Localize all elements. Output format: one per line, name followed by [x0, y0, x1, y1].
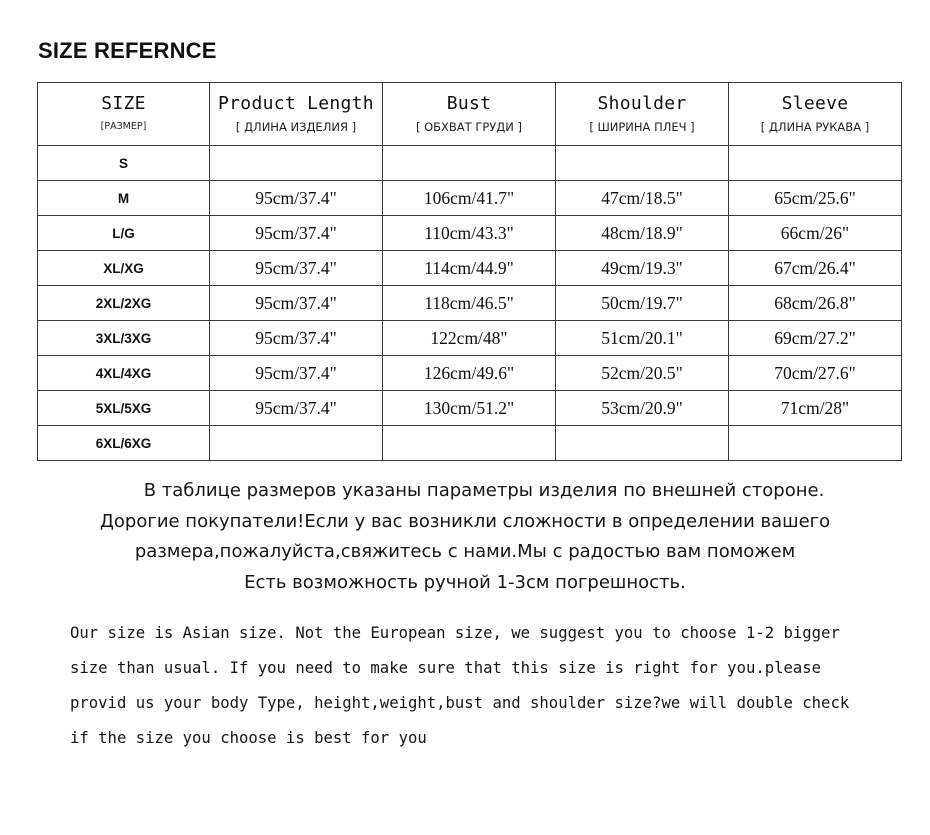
bust-cell	[383, 426, 556, 461]
header-shoulder	[556, 83, 729, 146]
table-row	[38, 426, 902, 461]
header-sleeve-label: Sleeve	[781, 92, 849, 114]
size-cell: S	[38, 146, 210, 181]
sleeve-cell	[729, 146, 902, 181]
shoulder-cell	[556, 146, 729, 181]
russian-note-line: размера,пожалуйста,свяжитесь с нами.Мы с радостью вам поможем	[134, 541, 796, 562]
russian-note-line: В таблице размеров указаны параметры изделия по внешней стороне.	[143, 480, 825, 501]
sleeve-cell: 68cm/26.8"	[729, 286, 902, 321]
size-cell: 2XL/2XG	[38, 286, 210, 321]
length-cell: 95cm/37.4"	[210, 356, 383, 391]
bust-cell: 118cm/46.5"	[383, 286, 556, 321]
length-cell	[210, 146, 383, 181]
russian-size-note	[0, 476, 930, 598]
table-row	[38, 216, 902, 251]
bust-cell: 114cm/44.9"	[383, 251, 556, 286]
size-cell: 3XL/3XG	[38, 321, 210, 356]
shoulder-cell: 53cm/20.9"	[556, 391, 729, 426]
shoulder-cell: 49cm/19.3"	[556, 251, 729, 286]
russian-note-line: Дорогие покупатели!Если у вас возникли сложности в определении вашего	[99, 510, 831, 532]
size-cell: L/G	[38, 216, 210, 251]
header-shoulder-label: Shoulder	[597, 92, 687, 114]
header-bust-label-ru: [ ОБХВАТ ГРУДИ ]	[415, 119, 523, 134]
header-shoulder-label-ru: [ ШИРИНА ПЛЕЧ ]	[589, 119, 695, 134]
length-cell: 95cm/37.4"	[210, 286, 383, 321]
header-sleeve	[729, 83, 902, 146]
shoulder-cell: 52cm/20.5"	[556, 356, 729, 391]
shoulder-cell: 50cm/19.7"	[556, 286, 729, 321]
size-cell: 6XL/6XG	[38, 426, 210, 461]
length-cell: 95cm/37.4"	[210, 181, 383, 216]
bust-cell: 130cm/51.2"	[383, 391, 556, 426]
sleeve-cell: 66cm/26"	[729, 216, 902, 251]
header-product-length	[210, 83, 383, 146]
header-product-length-label-ru: [ ДЛИНА ИЗДЕЛИЯ ]	[235, 119, 357, 134]
size-cell: XL/XG	[38, 251, 210, 286]
sleeve-cell: 69cm/27.2"	[729, 321, 902, 356]
shoulder-cell	[556, 426, 729, 461]
header-product-length-label: Product Length	[218, 92, 374, 114]
table-row	[38, 251, 902, 286]
table-header-row	[38, 83, 902, 146]
page-title: SIZE REFERNCE	[38, 38, 217, 63]
shoulder-cell: 47cm/18.5"	[556, 181, 729, 216]
header-size-label-ru: [РАЗМЕР]	[100, 120, 147, 132]
shoulder-cell: 51cm/20.1"	[556, 321, 729, 356]
sleeve-cell: 71cm/28"	[729, 391, 902, 426]
table-row	[38, 286, 902, 321]
length-cell	[210, 426, 383, 461]
russian-note-line: Есть возможность ручной 1-3см погрешность.	[244, 571, 686, 593]
table-row	[38, 181, 902, 216]
bust-cell: 106cm/41.7"	[383, 181, 556, 216]
size-cell: 4XL/4XG	[38, 356, 210, 391]
size-cell: M	[38, 181, 210, 216]
length-cell: 95cm/37.4"	[210, 251, 383, 286]
table-row	[38, 391, 902, 426]
header-bust	[383, 83, 556, 146]
size-reference-table	[37, 82, 902, 461]
bust-cell: 126cm/49.6"	[383, 356, 556, 391]
header-sleeve-label-ru: [ ДЛИНА РУКАВА ]	[760, 119, 870, 134]
shoulder-cell: 48cm/18.9"	[556, 216, 729, 251]
table-row	[38, 356, 902, 391]
sleeve-cell: 70cm/27.6"	[729, 356, 902, 391]
english-note-line: if the size you choose is best for you	[70, 729, 427, 747]
header-size	[38, 83, 210, 146]
length-cell: 95cm/37.4"	[210, 216, 383, 251]
table-row	[38, 321, 902, 356]
sleeve-cell: 65cm/25.6"	[729, 181, 902, 216]
bust-cell: 122cm/48"	[383, 321, 556, 356]
english-note-line: size than usual. If you need to make sure that this size is right for you.please	[70, 659, 822, 677]
sleeve-cell: 67cm/26.4"	[729, 251, 902, 286]
english-note-line: Our size is Asian size. Not the European size, we suggest you to choose 1-2 bigger	[70, 624, 840, 642]
table-row	[38, 146, 902, 181]
length-cell: 95cm/37.4"	[210, 391, 383, 426]
size-cell: 5XL/5XG	[38, 391, 210, 426]
length-cell: 95cm/37.4"	[210, 321, 383, 356]
header-bust-label: Bust	[446, 92, 492, 114]
sleeve-cell	[729, 426, 902, 461]
bust-cell: 110cm/43.3"	[383, 216, 556, 251]
english-note-line: provid us your body Type, height,weight,bust and shoulder size?we will double check	[70, 694, 850, 712]
english-size-note	[70, 616, 849, 756]
header-size-label: SIZE	[101, 92, 146, 114]
bust-cell	[383, 146, 556, 181]
